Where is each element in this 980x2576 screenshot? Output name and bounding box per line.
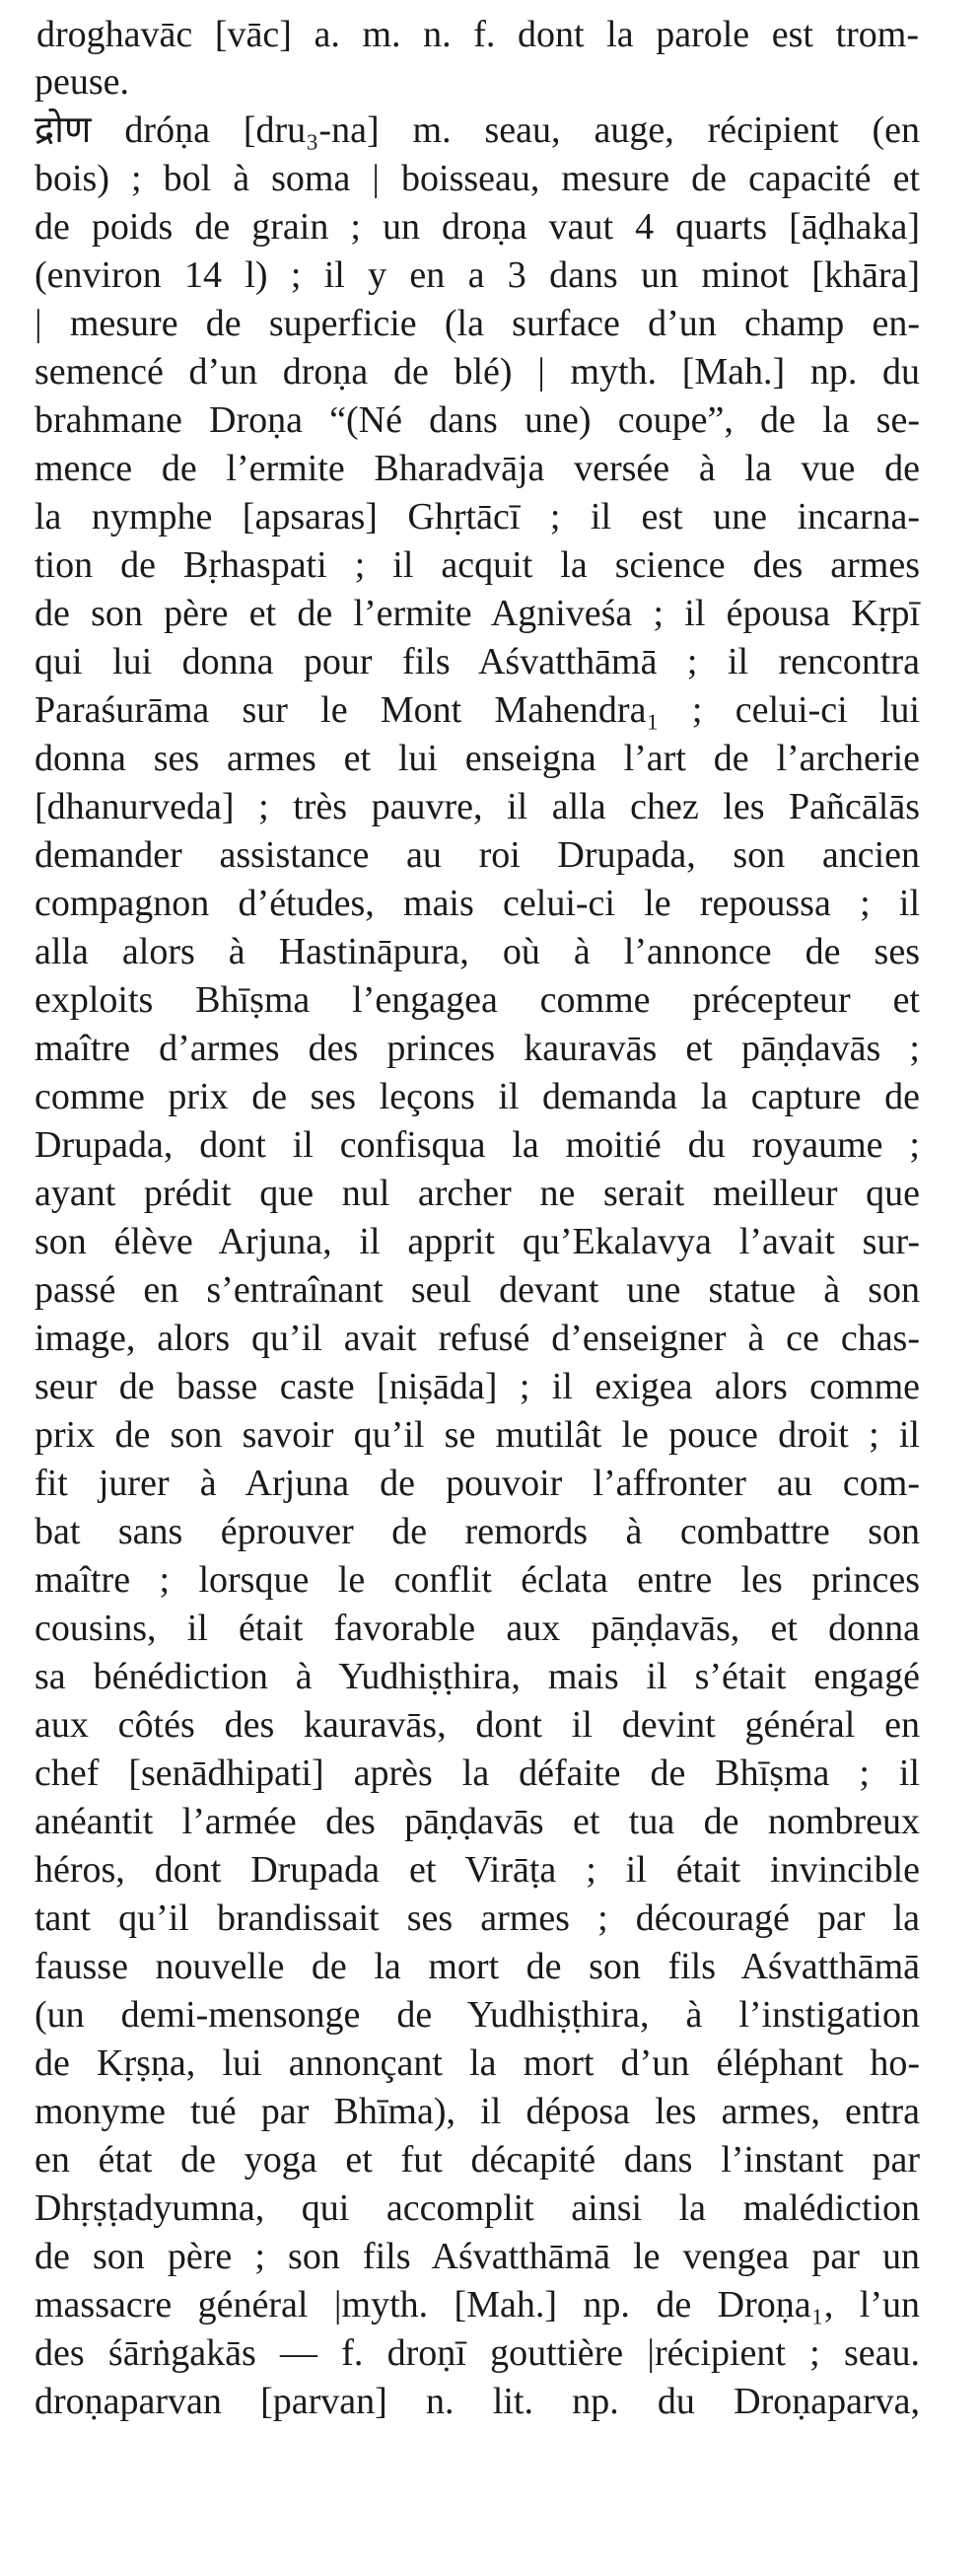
text-line: | mesure de superficie (la surface d’un champ en- [35,303,920,344]
text-line: cousins, il était favorable aux pāṇḍavās, et donna [35,1608,920,1649]
text-line: comme prix de ses leçons il demanda la capture de [35,1076,920,1117]
text-line: la nymphe [apsaras] Ghṛtācī ; il est une incarna- [35,496,920,537]
text-line: aux côtés des kauravās, dont il devint général en [35,1704,920,1746]
text-line: Dhṛṣṭadyumna, qui accomplit ainsi la malédiction [35,2187,920,2229]
text-line: seur de basse caste [niṣāda] ; il exigea alors comme [35,1366,920,1407]
text-line: tion de Bṛhaspati ; il acquit la science des armes [35,544,920,586]
text-line: droṇaparvan [parvan] n. lit. np. du Droṇaparva, [35,2381,920,2422]
text-line: droghavāc [vāc] a. m. n. f. dont la parole est trom- [36,14,919,55]
text-line: de Kṛṣṇa, lui annonçant la mort d’un éléphant ho- [35,2042,920,2084]
text-line: Paraśurāma sur le Mont Mahendra₁ ; celui-ci lui [35,689,920,731]
text-line: mence de l’ermite Bharadvāja versée à la vue de [35,448,920,489]
text-line: passé en s’entraînant seul devant une statue à son [35,1269,920,1311]
text-line: donna ses armes et lui enseigna l’art de l’archerie [35,738,920,779]
text-line: prix de son savoir qu’il se mutilât le pouce droit ; il [35,1414,920,1456]
text-line: fit jurer à Arjuna de pouvoir l’affronter au com- [35,1463,920,1504]
text-line: bat sans éprouver de remords à combattre son [35,1511,920,1552]
text-line: son élève Arjuna, il apprit qu’Ekalavya l’avait sur- [35,1221,920,1262]
text-line: image, alors qu’il avait refusé d’enseigner à ce chas- [35,1318,920,1359]
text-line: (environ 14 l) ; il y en a 3 dans un minot [khāra] [35,254,920,296]
text-line: [dhanurveda] ; très pauvre, il alla chez les Pañcālās [35,786,920,827]
text-line: de son père et de l’ermite Agniveśa ; il épousa Kṛpī [35,593,920,634]
text-line: ayant prédit que nul archer ne serait meilleur que [35,1173,920,1214]
entry-headword-line [36,2424,919,2475]
text-line: anéantit l’armée des pāṇḍavās et tua de nombreux [35,1801,920,1842]
text-line: massacre général |myth. [Mah.] np. de Droṇa₁, l’un [35,2284,920,2326]
text-line: compagnon d’études, mais celui-ci le repoussa ; il [35,883,920,924]
text-line: maître d’armes des princes kauravās et pāṇḍavās ; [35,1028,920,1069]
text-line: fausse nouvelle de la mort de son fils Aśvatthāmā [35,1946,920,1987]
text-line: qui lui donna pour fils Aśvatthāmā ; il rencontra [35,641,920,682]
text-line: en état de yoga et fut décapité dans l’instant par [35,2139,920,2181]
text-line: peuse. [35,61,130,103]
text-line: brahmane Droṇa “(Né dans une) coupe”, de la se- [35,399,920,441]
text-line: des śārṅgakās — f. droṇī gouttière |récipient ; seau. [35,2332,920,2374]
text-line: chef [senādhipati] après la défaite de Bhīṣma ; il [35,1753,920,1794]
text-line: alla alors à Hastināpura, où à l’annonce de ses [35,931,920,972]
text-line: bois) ; bol à soma | boisseau, mesure de capacité et [35,158,920,199]
text-line: semencé d’un droṇa de blé) | myth. [Mah.] np. du [35,351,920,393]
text-line: sa bénédiction à Yudhiṣṭhira, mais il s’était engagé [35,1656,920,1697]
text-line: tant qu’il brandissait ses armes ; découragé par la [35,1897,920,1939]
text-line: exploits Bhīṣma l’engagea comme précepteur et [35,979,920,1021]
text-line: de son père ; son fils Aśvatthāmā le vengea par un [35,2236,920,2277]
text-line: (un demi-mensonge de Yudhiṣṭhira, à l’instigation [35,1994,920,2036]
text-line: héros, dont Drupada et Virāṭa ; il était invincible [35,1849,920,1891]
text-line: maître ; lorsque le conflit éclata entre les princes [35,1559,920,1601]
text-line: monyme tué par Bhīma), il déposa les armes, entra [35,2091,920,2132]
text-line: de poids de grain ; un droṇa vaut 4 quarts [āḍhaka] [35,206,920,248]
text-line: demander assistance au roi Drupada, son ancien [35,834,920,876]
entry-headword-line: द्रोण dróṇa [dru₃-na] m. seau, auge, récipient (en [35,109,920,151]
text-line: Drupada, dont il confisqua la moitié du royaume ; [35,1124,920,1166]
